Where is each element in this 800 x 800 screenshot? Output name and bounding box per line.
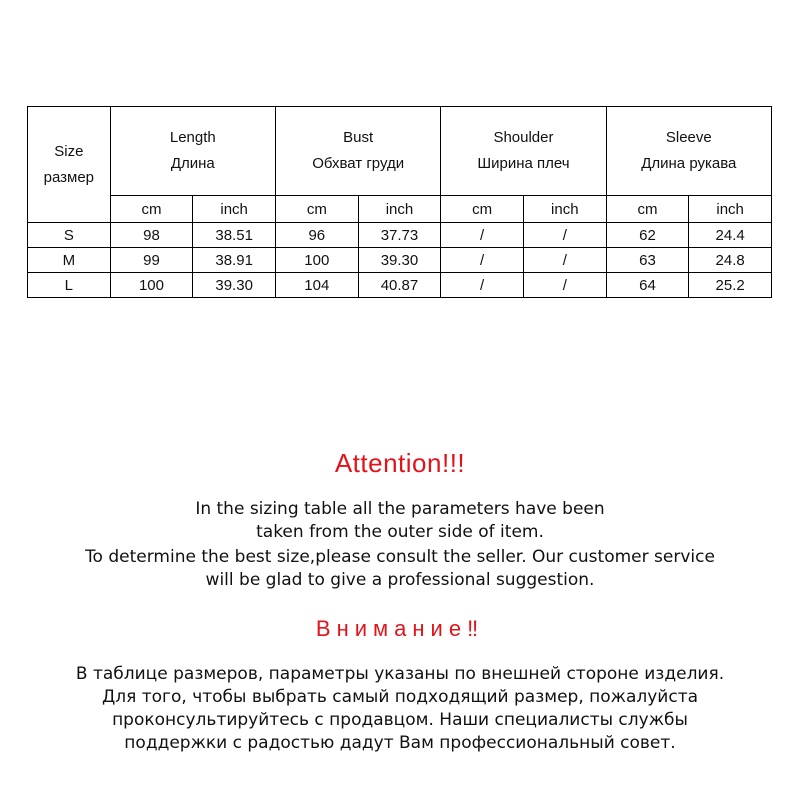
bust-header [275,107,440,196]
size-header-en: Size [54,142,84,160]
notice-line-en: In the sizing table all the parameters have been [195,499,605,519]
value-cell: 38.91 [193,248,276,273]
value-cell: 98 [110,223,193,248]
value-cell: 104 [275,273,358,298]
unit-inch: inch [689,196,772,223]
sleeve-header-en: Sleeve [665,129,712,146]
shoulder-header-en: Shoulder [493,129,554,146]
length-header [110,107,275,196]
unit-cm: cm [606,196,689,223]
unit-cm: cm [275,196,358,223]
table-header-row [28,107,772,196]
size-header [28,107,111,223]
length-header-en: Length [169,129,216,146]
value-cell: 40.87 [358,273,441,298]
notice-line-ru: поддержки с радостью дадут Вам профессиональный совет. [124,733,676,753]
size-cell: S [28,223,111,248]
unit-cm: cm [110,196,193,223]
value-cell: 100 [110,273,193,298]
value-cell: 25.2 [689,273,772,298]
unit-inch: inch [193,196,276,223]
notice-text-ru [0,663,800,755]
unit-inch: inch [358,196,441,223]
value-cell: 38.51 [193,223,276,248]
value-cell: 24.8 [689,248,772,273]
value-cell: / [441,248,524,273]
table-row [28,248,772,273]
attention-title-en: Attention!!! [334,448,466,478]
value-cell: 62 [606,223,689,248]
size-cell: L [28,273,111,298]
value-cell: 64 [606,273,689,298]
notice-line-en: To determine the best size,please consult the seller. Our customer service [85,547,715,567]
bust-header-en: Bust [343,129,374,146]
size-table [27,106,772,298]
value-cell: 99 [110,248,193,273]
value-cell: / [441,223,524,248]
value-cell: / [441,273,524,298]
unit-row [28,196,772,223]
sleeve-header [606,107,771,196]
table-row [28,273,772,298]
bust-header-ru: Обхват груди [312,155,405,172]
value-cell: / [523,273,606,298]
table-row [28,223,772,248]
unit-inch: inch [523,196,606,223]
notice-line-en: will be glad to give a professional suggestion. [205,570,595,590]
shoulder-header-ru: Ширина плеч [477,155,570,172]
notice-line-ru: Для того, чтобы выбрать самый подходящий размер, пожалуйста [101,687,699,707]
value-cell: 37.73 [358,223,441,248]
value-cell: / [523,223,606,248]
value-cell: 96 [275,223,358,248]
notice-line-ru: В таблице размеров, параметры указаны по внешней стороне изделия. [75,664,725,684]
notice-text-en [0,498,800,592]
attention-title-ru: Внимание‼ [315,616,485,641]
value-cell: 63 [606,248,689,273]
value-cell: 24.4 [689,223,772,248]
notice-line-en: taken from the outer side of item. [256,522,544,542]
value-cell: / [523,248,606,273]
value-cell: 100 [275,248,358,273]
value-cell: 39.30 [193,273,276,298]
sleeve-header-ru: Длина рукава [641,155,737,172]
unit-cm: cm [441,196,524,223]
size-cell: M [28,248,111,273]
notice-line-ru: проконсультируйтесь с продавцом. Наши специалисты службы [112,710,688,730]
size-header-ru: размер [43,168,95,186]
value-cell: 39.30 [358,248,441,273]
shoulder-header [441,107,606,196]
length-header-ru: Длина [170,155,215,172]
